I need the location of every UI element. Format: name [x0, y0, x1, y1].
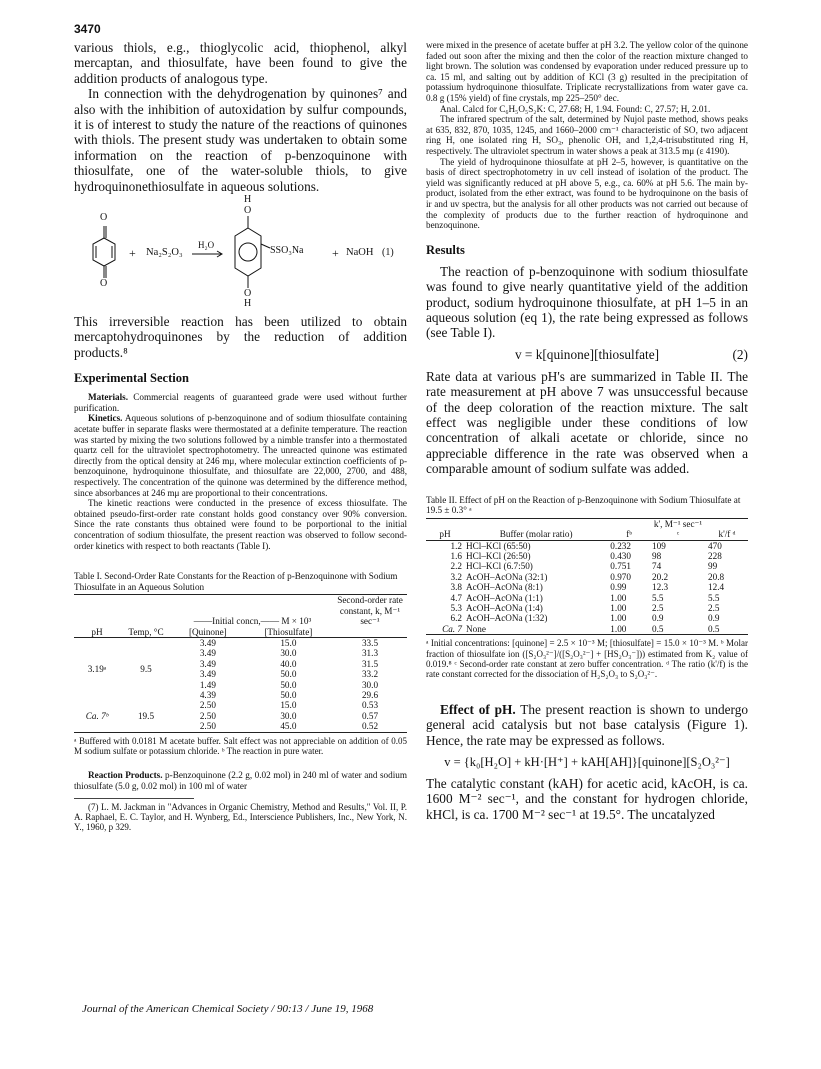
paragraph: The kinetic reactions were conducted in the presence of excess thiosulfate. The obtained pseudo-first-order rate constant holds good constancy over 90% conversion. Since the rate constants thus obtained were found to be porportional to the initial concentration of sodium thiosulfate, the present reaction was observed to follow second-order kinetics with respect to both reactants (Table I).: [74, 498, 407, 551]
table-cell: 29.6: [361, 690, 379, 701]
data-table: [426, 518, 748, 635]
table-cell: 2.2: [450, 561, 462, 572]
table-cell: 0.57: [361, 710, 379, 721]
table-cell: 1.6: [450, 550, 462, 561]
table-cell: 9.5: [140, 664, 152, 675]
scheme-o-bottom: O: [100, 278, 108, 290]
scheme-naoh: NaOH: [346, 247, 374, 259]
table-cell: 4.7: [450, 592, 462, 603]
table-cell: 2.50: [199, 721, 216, 732]
col-header: ——Initial concn,—— M × 10³: [193, 616, 312, 627]
footnote-rule: [74, 798, 194, 799]
run-in-heading: Materials.: [88, 392, 129, 403]
table-cell: 0.52: [361, 721, 379, 732]
section-heading: Results: [426, 242, 465, 257]
table-cell: 3.2: [450, 571, 462, 582]
table-cell: 40.0: [280, 658, 297, 669]
col-header: pH: [91, 626, 103, 637]
table-cell: 45.0: [280, 721, 297, 732]
right-column: [426, 40, 748, 822]
table-cell: AcOH–AcONa (8:1): [466, 582, 543, 593]
paragraph: were mixed in the presence of acetate buffer at pH 3.2. The yellow color of the quinone faded out soon after the mixing and then the color of the reaction mixture changed to light brown. The solution was condensed by evaporation under reduced pressure up to ca. 15 ml, and salting out by addition of KCl (3 g) resulted in the precipitation of potassium hydroquinone thiosulfate. Triplicate recrystallizations from water gave ca. 0.8 g (15% yield) of fine crystals, mp 225–250° dec.: [426, 40, 748, 103]
col-header: [Thiosulfate]: [264, 626, 313, 637]
table-cell: 12.3: [652, 582, 669, 593]
paragraph: This irreversible reaction has been utilized to obtain mercaptohydroquinones by the reduction of addition products.⁸: [74, 314, 407, 360]
equation-text: v = k[quinone][thiosulfate]: [514, 346, 660, 362]
footnote: (7) L. M. Jackman in "Advances in Organic Chemistry, Method and Results," Vol. II, P. A. Raphael, E. C. Taylor, and H. Wynberg, Ed., Interscience Publishers, Inc., New York, N. Y., 1960, p 329.: [74, 801, 407, 833]
table-cell: HCl–KCl (65:50): [466, 540, 531, 551]
table-cell: 15.0: [280, 700, 297, 711]
table-cell: 1.00: [610, 623, 627, 634]
paragraph: The reaction of p-benzoquinone with sodium thiosulfate was found to give nearly quantitative yield of the addition product, sodium hydroquinone thiosulfate, at pH 1–5 in an aqueous solution (eq 1), the rate being expressed as follows (see Table I).: [426, 263, 748, 341]
table-cell: 0.232: [610, 540, 631, 551]
table-cell: 0.9: [708, 613, 720, 624]
table-cell: 19.5: [137, 710, 155, 721]
scheme-reagent: Na₂S₂O₃: [146, 247, 183, 259]
table-cell: 1.2: [450, 540, 462, 551]
table-row: [426, 561, 748, 571]
scheme-h-bottom: H: [244, 298, 252, 310]
table-cell: 3.49: [199, 648, 216, 659]
table-cell: 470: [708, 540, 722, 551]
table-cell: AcOH–AcONa (32:1): [466, 571, 548, 582]
reaction-scheme: [74, 196, 407, 310]
col-header: Buffer (molar ratio): [499, 529, 573, 540]
table-cell: AcOH–AcONa (1:32): [466, 613, 548, 624]
table-cell: 50.0: [280, 669, 297, 680]
table-cell: 3.49: [199, 638, 216, 648]
table-cell: AcOH–AcONa (1:4): [466, 603, 543, 613]
paragraph: Anal. Calcd for C₆H₅O₅S₂K: C, 27.68; H, 1.94. Found: C, 27.57; H, 2.01.: [440, 103, 711, 114]
table-row: [426, 551, 748, 561]
table-cell: 74: [652, 561, 662, 572]
table-cell: 0.970: [610, 571, 631, 582]
table-cell: 3.8: [450, 582, 462, 593]
table-cell: 20.2: [652, 571, 669, 582]
scheme-arrow-label: H₂O: [198, 240, 215, 251]
paragraph: The present reaction is shown to undergo general acid catalysis but not base catalysis (Figure 1). Hence, the rate may be expressed as follows.: [426, 701, 748, 748]
paragraph: various thiols, e.g., thioglycolic acid, thiophenol, alkyl mercaptan, and thiosulfate, have been found to give the addition products of analogous type.: [74, 40, 407, 86]
left-column: [74, 40, 407, 833]
journal-footer: Journal of the American Chemical Society / 90:13 / June 19, 1968: [82, 1003, 374, 1015]
run-in-heading: Kinetics.: [88, 413, 123, 424]
table-cell: AcOH–AcONa (1:1): [466, 592, 543, 603]
table-cell: 1.00: [610, 592, 627, 603]
table-row: [426, 582, 748, 592]
table-cell: 99: [708, 561, 718, 572]
table-cell: 1.49: [199, 679, 216, 690]
table-cell: 98: [652, 550, 662, 561]
col-header: pH: [439, 529, 451, 540]
table-row: [426, 624, 748, 635]
table-cell: 3.49: [199, 669, 216, 680]
table-row: [426, 603, 748, 613]
table-cell: 31.5: [361, 658, 379, 669]
table-note: ᵃ Buffered with 0.0181 M acetate buffer. Salt effect was not appreciable on addition of 0.05 M sodium sulfate or potassium chloride. ᵇ The reaction in pure water.: [74, 735, 407, 757]
col-header: fᵇ: [626, 529, 633, 540]
table-cell: 50.0: [280, 679, 297, 690]
scheme-sso3na: SSO₃Na: [270, 245, 304, 257]
table-cell: 109: [652, 540, 666, 551]
table-cell: 5.5: [708, 592, 720, 603]
paragraph: Commercial reagents of guaranteed grade were used without further purification.: [74, 392, 407, 413]
col-header: [Quinone]: [188, 626, 227, 637]
table-cell: 0.751: [610, 561, 631, 572]
paragraph: In connection with the dehydrogenation by quinones⁷ and also with the inhibition of autoxidation by sulfur compounds, it is of interest to study the nature of the reactions of quinones with thiols. The present study was undertaken to obtain some information on the reaction of p-benzoquinone with thiosulfate, one of the water-soluble thiols, to give hydroquinonethiosulfate in aqueous solutions.: [74, 86, 407, 194]
table-cell: 0.5: [652, 623, 664, 634]
table-row: [426, 540, 748, 551]
scheme-plus: +: [129, 246, 136, 261]
table-cell: 2.5: [708, 603, 720, 613]
table-cell: 0.99: [610, 582, 627, 593]
table-cell: Ca. 7ᵇ: [85, 710, 109, 721]
table-cell: 0.5: [708, 623, 720, 634]
equation: v = {k₀[H₂O] + kH·[H⁺] + kAH[AH]}[quinone][S₂O₃²⁻]: [444, 755, 730, 770]
page-number: 3470: [74, 22, 101, 36]
col-header: k'/f ᵈ: [718, 529, 736, 540]
table-row: [426, 572, 748, 582]
paragraph: The catalytic constant (kAH) for acetic acid, kAcOH, is ca. 1600 M⁻² sec⁻¹, and the constant for hydrogen chloride, kHCl, is ca. 1700 M⁻² sec⁻¹ at 19.5°. The uncatalyzed: [426, 776, 748, 822]
table-cell: 3.19ᵃ: [87, 664, 107, 675]
data-table: [74, 594, 407, 732]
scheme-h-top: H: [244, 194, 252, 206]
table-cell: None: [466, 623, 486, 634]
run-in-heading: Effect of pH.: [440, 701, 516, 717]
equation: [426, 347, 748, 363]
table-cell: 31.3: [361, 648, 379, 659]
scheme-o-top: O: [100, 212, 108, 224]
section-heading: Experimental Section: [74, 371, 189, 386]
table-cell: 1.00: [610, 603, 627, 613]
table-note: ᵃ Initial concentrations: [quinone] = 2.5 × 10⁻³ M; [thiosulfate] = 15.0 × 10⁻³ M. ᵇ Molar fraction of thiosulfate ion ([S₂O₃²⁻]/([S₂O₃²⁻] + [HS₂O₃⁻])) estimated from K₂ value of 0.019.⁸ ᶜ Second-order rate constant at zero buffer concentration. ᵈ The ratio (k'/f) is the rate constant corrected for the dissociation of H₂S₂O₃ to S₂O₃²⁻.: [426, 638, 748, 680]
table-cell: 3.49: [199, 658, 216, 669]
paragraph: Aqueous solutions of p-benzoquinone and of sodium thiosulfate containing acetate buffer in separate flasks were thermostated at a definite temperature. The reaction was started by mixing the two solutions followed by a nimble transfer into a thermostated quartz cell for the ultraviolet spectrophotometry. The unreacted quinone was estimated directly from the optical density at 246 mμ, where molecular extinction coefficients of p-benzoquinone, hydroquinone thiosulfate, and thiosulfate are 22,000, 2700, and 488, respectively. The concentration of the quinone was determined by the difference method, since absorbances at 246 mμ are proportional to their concentrations.: [74, 413, 407, 498]
table-cell: 1.00: [610, 613, 627, 624]
scheme-eqnum: (1): [382, 247, 394, 259]
table-cell: 0.9: [652, 613, 664, 624]
col-header: [120, 595, 172, 627]
table-cell: 5.3: [450, 603, 462, 613]
table-caption: Table II. Effect of pH on the Reaction of p-Benzoquinone with Sodium Thiosulfate at 19.5 ± 0.3° ᵃ: [426, 494, 741, 516]
table-cell: 2.50: [199, 710, 216, 721]
col-header: [74, 595, 120, 627]
table-cell: 5.5: [652, 592, 664, 603]
table-cell: Ca. 7: [442, 623, 462, 634]
equation-number: (2): [732, 346, 748, 362]
paragraph: p-Benzoquinone (2.2 g, 0.02 mol) in 240 ml of water and sodium thiosulfate (5.0 g, 0.02 mol) in 100 ml of water: [74, 770, 408, 792]
paragraph: The yield of hydroquinone thiosulfate at pH 2–5, however, is quantitative on the basis of direct spectrophotometry in uv cell instead of isolation of the product. The yield was significantly reduced at pH above 5, e.g., ca. 60% at pH 5.6. The main by-product, isolated from the ether extract, was found to be hydroquinone on the basis of ir and uv spectra, but the analysis for all other products was not carried out because of the complexity of products due to the further reaction of hydroquinone and benzoquinone.: [426, 156, 748, 231]
table-cell: 33.5: [361, 638, 379, 648]
table-cell: 15.0: [280, 638, 297, 648]
table-cell: 30.0: [361, 679, 379, 690]
table-cell: 12.4: [708, 582, 725, 593]
table-row: [426, 613, 748, 623]
table-caption: Table I. Second-Order Rate Constants for the Reaction of p-Benzoquinone with Sodium Thiosulfate in an Aqueous Solution: [74, 571, 398, 592]
table-cell: 20.8: [708, 571, 725, 582]
table-row: [426, 593, 748, 603]
run-in-heading: Reaction Products.: [88, 770, 163, 781]
table-cell: HCl–KCl (6.7:50): [466, 561, 533, 572]
table-cell: 4.39: [199, 690, 216, 701]
scheme-o-top2: O: [244, 205, 252, 217]
table-cell: 50.0: [280, 690, 297, 701]
scheme-plus2: +: [332, 246, 339, 261]
paragraph: Rate data at various pH's are summarized in Table II. The rate measurement at pH above 7 was unsuccessful because of the deep coloration of the reaction mixture. The salt effect was negligible under these conditions of low concentration of alkali acetate or chloride, since no appreciable difference in the rate was observed when a comparable amount of sodium sulfate was added.: [426, 368, 748, 477]
table-cell: 6.2: [450, 613, 462, 624]
table-cell: HCl–KCl (26:50): [466, 550, 531, 561]
scheme-o-bottom2: O: [244, 288, 252, 300]
table-cell: 228: [708, 550, 722, 561]
col-header: Temp, °C: [128, 626, 164, 637]
paragraph: The infrared spectrum of the salt, determined by Nujol paste method, shows peaks at 635, 832, 870, 1035, 1245, and 1660–2000 cm⁻¹ characteristic of SO, two adjacent ring H, one isolated ring H, SO₃, phenolic OH, and 1,2,4-trisubstituted ring H, respectively. The ultraviolet spectrum in water shows a peak at 313.5 mμ (ε 4190).: [426, 114, 748, 156]
table-cell: 2.5: [652, 603, 664, 613]
table-cell: 30.0: [280, 710, 297, 721]
table-cell: 0.430: [610, 550, 631, 561]
table-cell: 30.0: [280, 648, 297, 659]
table-cell: 0.53: [361, 700, 379, 711]
table-cell: 2.50: [199, 700, 216, 711]
table-cell: 33.2: [361, 669, 379, 680]
col-header: k', M⁻¹ sec⁻¹ ᶜ: [653, 518, 703, 540]
col-header: Second-order rate constant, k, M⁻¹ sec⁻¹: [337, 595, 403, 627]
